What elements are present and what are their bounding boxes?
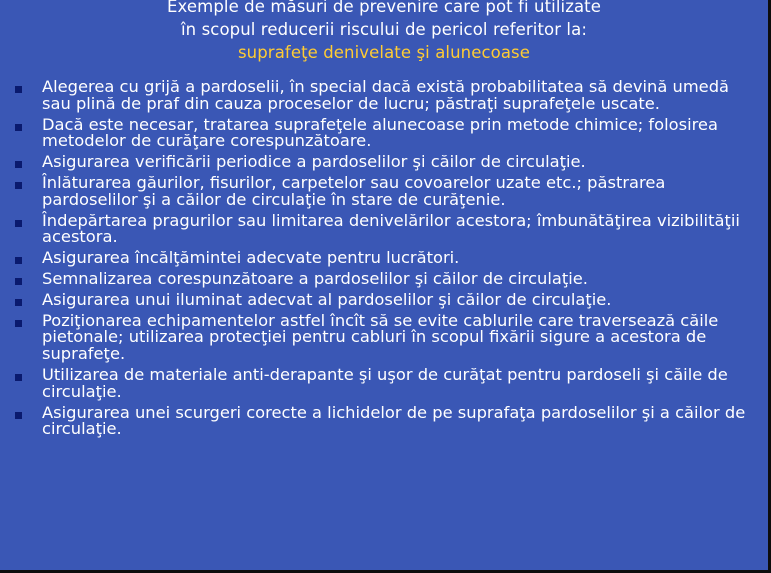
list-item-text: Asigurarea unei scurgeri corecte a lichidelor de pe suprafaţa pardoselilor şi a căilor de circulaţie.	[42, 402, 746, 439]
square-bullet-icon	[15, 412, 22, 419]
list-item	[0, 402, 768, 439]
list-item	[0, 250, 768, 267]
list-item	[0, 268, 768, 288]
square-bullet-icon	[15, 299, 22, 306]
list-item-text: Utilizarea de materiale anti-derapante şi uşor de curăţat pentru pardoseli şi căile de circulaţie.	[42, 364, 728, 401]
square-bullet-icon	[15, 374, 22, 381]
list-item	[0, 114, 768, 151]
list-item	[0, 289, 768, 309]
measures-list	[0, 79, 768, 438]
title-line-1: Exemple de măsuri de prevenire care pot fi utilizate	[167, 0, 601, 16]
square-bullet-icon	[15, 278, 22, 285]
list-item	[0, 172, 768, 209]
list-item-text: Asigurarea unui iluminat adecvat al pardoselilor şi căilor de circulaţie.	[42, 289, 612, 309]
square-bullet-icon	[15, 182, 22, 189]
list-item-text: Semnalizarea corespunzătoare a pardoselilor şi căilor de circulaţie.	[42, 268, 588, 288]
square-bullet-icon	[15, 220, 22, 227]
square-bullet-icon	[15, 86, 22, 93]
list-item-text: Asigurarea verificării periodice a pardoselilor şi căilor de circulaţie.	[42, 152, 586, 172]
list-item	[0, 79, 768, 113]
square-bullet-icon	[15, 161, 22, 168]
list-item	[0, 210, 768, 247]
square-bullet-icon	[15, 257, 22, 264]
list-item-text: Îndepărtarea pragurilor sau limitarea denivelărilor acestora; îmbunătăţirea vizibilităţii acestora.	[42, 210, 740, 247]
square-bullet-icon	[15, 124, 22, 131]
list-item	[0, 154, 768, 171]
list-item-text: Asigurarea încălţămintei adecvate pentru lucrători.	[42, 248, 460, 268]
list-item	[0, 364, 768, 401]
list-item-text: Înlăturarea găurilor, fisurilor, carpetelor sau covoarelor uzate etc.; păstrarea pardoselilor şi a căilor de circulaţie în stare de curăţenie.	[42, 172, 666, 209]
list-item-text: Dacă este necesar, tratarea suprafeţele alunecoase prin metode chimice; folosirea metodelor de curăţare corespunzătoare.	[42, 114, 718, 151]
list-item	[0, 310, 768, 364]
list-item-text: Alegerea cu grijă a pardoselii, în special dacă există probabilitatea să devină umedă sau plină de praf din cauza proceselor de lucru; păstraţi suprafeţele uscate.	[42, 77, 730, 113]
title-line-3-highlight: suprafeţe denivelate şi alunecoase	[237, 43, 530, 62]
title-line-2: în scopul reducerii riscului de pericol referitor la:	[180, 20, 587, 39]
list-item-text: Poziţionarea echipamentelor astfel încît să se evite cablurile care traversează căile pietonale; utilizarea protecţiei pentru cabluri în scopul fixării sigure a acestora de suprafeţe.	[42, 310, 719, 364]
slide-title	[0, 0, 768, 64]
square-bullet-icon	[15, 320, 22, 327]
